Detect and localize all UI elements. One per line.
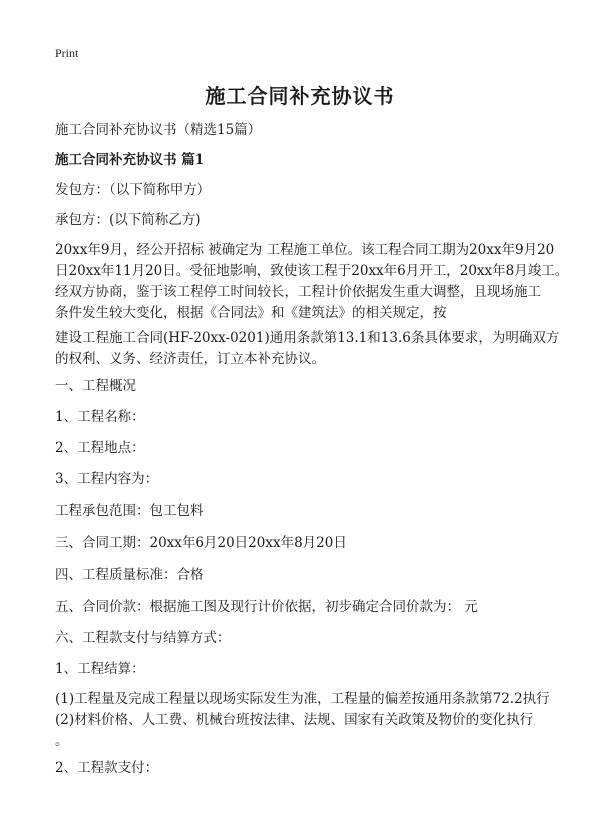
paragraph-line: (1)工程量及完成工程量以现场实际发生为准，工程量的偏差按通用条款第72.2执行 — [55, 691, 550, 707]
paragraph-line: (2)材料价格、人工费、机械台班按法律、法规、国家有关政策及物价的变化执行 — [55, 712, 534, 728]
paragraph-line: 建设工程施工合同(HF-20xx-0201)通用条款第13.1和13.6条具体要求，为明确双方 — [55, 330, 560, 346]
heading-overview: 一、工程概况 — [55, 378, 136, 394]
item-contract-scope: 工程承包范围：包工包料 — [55, 503, 204, 519]
employer-line: 发包方：（以下简称甲方） — [55, 182, 211, 198]
section-heading: 施工合同补充协议书 篇1 — [55, 152, 205, 168]
paragraph-line: 日20xx年11月20日。受征地影响，致使该工程于20xx年6月开工，20xx年8月竣工。 — [55, 263, 569, 279]
paragraph-3 — [55, 689, 550, 752]
paragraph-line: 条件发生较大变化，根据《合同法》和《建筑法》的相关规定，按 — [55, 305, 447, 321]
heading-quality-standard: 四、工程质量标准：合格 — [55, 567, 204, 583]
item-settlement: 1、工程结算： — [55, 661, 145, 677]
paragraph-2 — [55, 328, 560, 370]
item-project-name: 1、工程名称： — [55, 409, 145, 425]
document-subtitle: 施工合同补充协议书（精选15篇） — [55, 122, 262, 138]
item-project-content: 3、工程内容为： — [55, 471, 159, 487]
print-link[interactable]: Print — [55, 46, 79, 60]
item-payment-2: 2、工程款支付： — [55, 760, 159, 776]
heading-payment: 六、工程款支付与结算方式： — [55, 630, 231, 646]
paragraph-line: 的权利、义务、经济责任，订立本补充协议。 — [55, 351, 325, 367]
heading-contract-price: 五、合同价款：根据施工图及现行计价依据，初步确定合同价款为： 元 — [55, 599, 478, 615]
contractor-line: 承包方：(以下简称乙方) — [55, 212, 201, 228]
item-project-location: 2、工程地点： — [55, 440, 145, 456]
paragraph-1 — [55, 240, 569, 324]
document-title: 施工合同补充协议书 — [205, 84, 395, 108]
paragraph-line: 20xx年9月，经公开招标 被确定为 工程施工单位。该工程合同工期为20xx年9月20 — [55, 242, 555, 258]
heading-contract-period: 三、合同工期：20xx年6月20日20xx年8月20日 — [55, 535, 347, 551]
paragraph-line: 。 — [55, 733, 69, 749]
paragraph-line: 经双方协商，鉴于该工程停工时间较长，工程计价依据发生重大调整，且现场施工 — [55, 284, 541, 300]
